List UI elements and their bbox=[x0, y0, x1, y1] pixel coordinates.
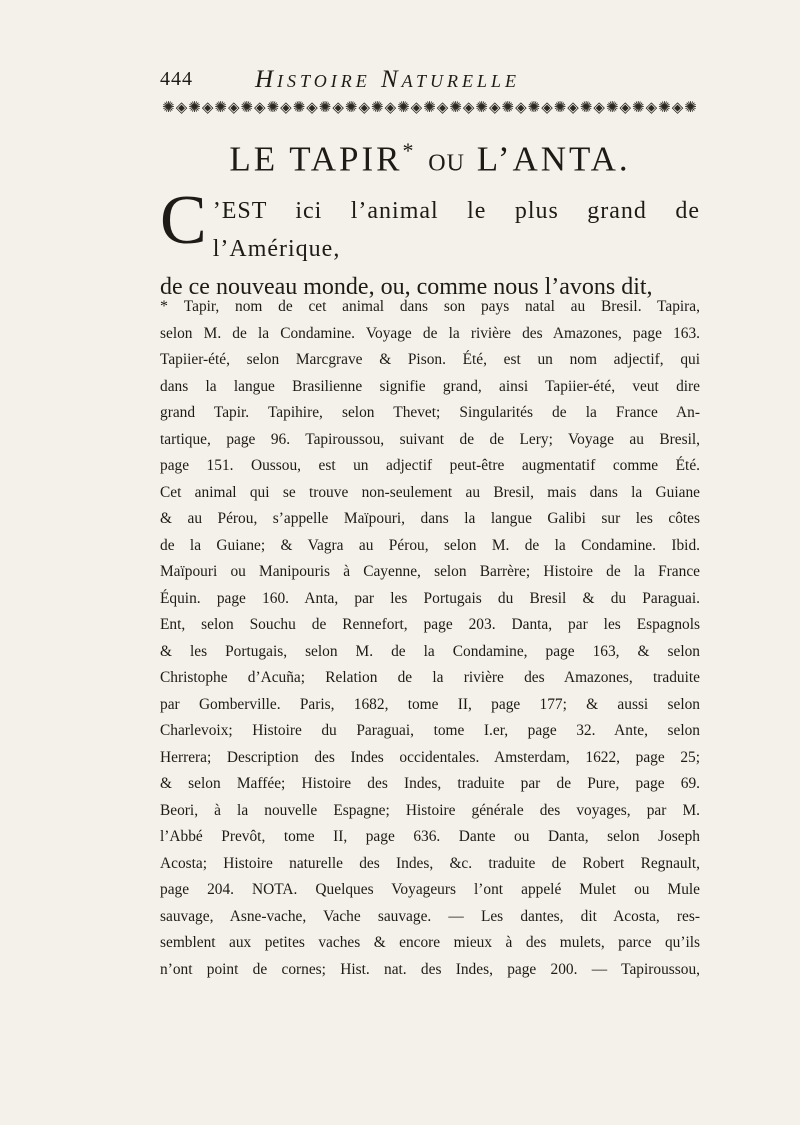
page-number: 444 bbox=[160, 68, 193, 90]
running-title: Histoire Naturelle bbox=[255, 66, 520, 93]
intro-line-2: de ce nouveau monde, ou, comme nous l’avons dit, bbox=[160, 274, 653, 300]
footnote-line: Beori, à la nouvelle Espagne; Histoire générale des voyages, par M. bbox=[160, 801, 700, 819]
footnote-line: n’ont point de cornes; Hist. nat. des Indes, page 200. — Tapiroussou, bbox=[160, 960, 700, 978]
footnote-line: & selon Maffée; Histoire des Indes, traduite par de Pure, page 69. bbox=[160, 775, 700, 792]
footnote-line: Ent, selon Souchu de Rennefort, page 203. Danta, par les Espagnols bbox=[160, 616, 700, 633]
footnote-line: grand Tapir. Tapihire, selon Thevet; Singularités de la France An- bbox=[160, 404, 700, 421]
footnote-line: Maïpouri ou Manipouris à Cayenne, selon Barrère; Histoire de la France bbox=[160, 563, 700, 580]
footnote-line: semblent aux petites vaches & encore mieux à des mulets, parce qu’ils bbox=[160, 934, 700, 951]
ornamental-border: ✺◈✺◈✺◈✺◈✺◈✺◈✺◈✺◈✺◈✺◈✺◈✺◈✺◈✺◈✺◈✺◈✺◈✺◈✺◈✺◈✺ bbox=[162, 100, 698, 116]
footnote-line: & au Pérou, s’appelle Maïpouri, dans la langue Galibi sur les côtes bbox=[160, 510, 700, 527]
chapter-title-ou: OU bbox=[428, 150, 465, 177]
footnote-line: selon M. de la Condamine. Voyage de la rivière des Amazones, page 163. bbox=[160, 324, 700, 342]
footnote-mark: * bbox=[160, 298, 168, 315]
footnote-line: dans la langue Brasilienne signifie grand, ainsi Tapiier-été, veut dire bbox=[160, 377, 700, 395]
intro-line-1: ’EST ici l’animal le plus grand de l’Amérique, bbox=[212, 198, 700, 262]
footnote-line: Tapiier-été, selon Marcgrave & Pison. Été, est un nom adjectif, qui bbox=[160, 351, 700, 368]
chapter-title-part1: LE TAPIR bbox=[229, 139, 403, 179]
footnote-line: Herrera; Description des Indes occidentales. Amsterdam, 1622, page 25; bbox=[160, 748, 700, 766]
footnote-line: sauvage, Asne-vache, Vache sauvage. — Les dantes, dit Acosta, res- bbox=[160, 907, 700, 925]
chapter-title-part2: L’ANTA. bbox=[476, 139, 631, 179]
footnote-line: l’Abbé Prevôt, tome II, page 636. Dante ou Danta, selon Joseph bbox=[160, 828, 700, 845]
footnote-line: Acosta; Histoire naturelle des Indes, &c. traduite de Robert Regnault, bbox=[160, 854, 700, 872]
footnote-line: * Tapir, nom de cet animal dans son pays natal au Bresil. Tapira, bbox=[160, 298, 700, 315]
footnote-line: Cet animal qui se trouve non-seulement au Bresil, mais dans la Guiane bbox=[160, 483, 700, 501]
drop-cap: C bbox=[160, 182, 207, 259]
footnote-line: page 151. Oussou, est un adjectif peut-être augmentatif comme Été. bbox=[160, 457, 700, 474]
running-head bbox=[160, 66, 700, 96]
chapter-title bbox=[160, 138, 700, 180]
footnote-line: Christophe d’Acuña; Relation de la rivière des Amazones, traduite bbox=[160, 669, 700, 686]
footnote-line: par Gomberville. Paris, 1682, tome II, page 177; & aussi selon bbox=[160, 695, 700, 713]
footnote-line: tartique, page 96. Tapiroussou, suivant de de Lery; Voyage au Bresil, bbox=[160, 430, 700, 448]
footnote-reference-mark: * bbox=[402, 138, 417, 163]
footnote-line: page 204. NOTA. Quelques Voyageurs l’ont appelé Mulet ou Mule bbox=[160, 881, 700, 898]
footnote-line: Charlevoix; Histoire du Paraguai, tome I.er, page 32. Ante, selon bbox=[160, 722, 700, 739]
intro-paragraph bbox=[160, 182, 700, 306]
footnote bbox=[160, 294, 700, 983]
footnote-line: Équin. page 160. Anta, par les Portugais du Bresil & du Paraguai. bbox=[160, 589, 700, 607]
footnote-line: & les Portugais, selon M. de la Condamine, page 163, & selon bbox=[160, 642, 700, 660]
footnote-line: de la Guiane; & Vagra au Pérou, selon M. de la Condamine. Ibid. bbox=[160, 536, 700, 554]
